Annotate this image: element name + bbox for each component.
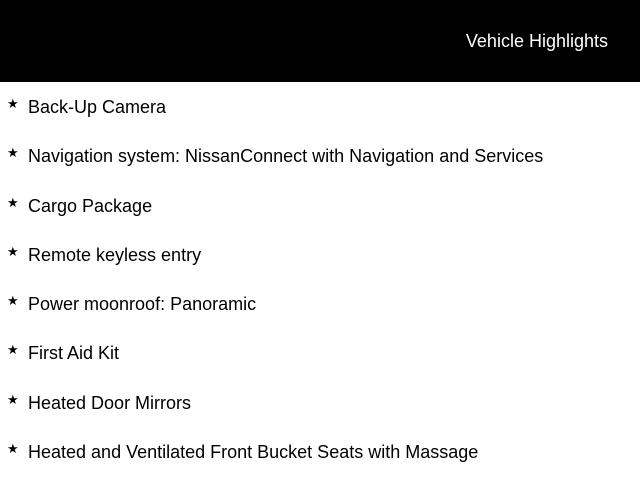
highlight-label: Power moonroof: Panoramic (28, 294, 257, 315)
highlight-label: Navigation system: NissanConnect with Navigation and Services (28, 146, 544, 167)
list-item (0, 427, 640, 476)
list-item (0, 82, 640, 131)
list-item (0, 230, 640, 279)
highlight-label: Remote keyless entry (28, 244, 202, 265)
star-icon: ★ (7, 391, 19, 407)
star-icon: ★ (7, 441, 19, 457)
list-item (0, 181, 640, 230)
highlight-label: Back-Up Camera (28, 97, 167, 117)
list-item (0, 328, 640, 377)
star-icon: ★ (7, 293, 19, 309)
page-title: Vehicle Highlights (465, 31, 608, 51)
star-icon: ★ (7, 243, 19, 259)
list-item (0, 279, 640, 328)
list-item (0, 131, 640, 180)
header-bar (0, 0, 640, 82)
highlights-list (0, 82, 640, 476)
star-icon: ★ (7, 96, 19, 111)
star-icon: ★ (7, 145, 19, 161)
star-icon: ★ (7, 342, 19, 358)
highlight-label: First Aid Kit (28, 343, 120, 364)
highlight-label: Heated and Ventilated Front Bucket Seats with Massage (28, 442, 479, 463)
highlight-label: Heated Door Mirrors (28, 392, 192, 413)
star-icon: ★ (7, 194, 19, 210)
list-item (0, 378, 640, 427)
highlight-label: Cargo Package (28, 195, 153, 216)
